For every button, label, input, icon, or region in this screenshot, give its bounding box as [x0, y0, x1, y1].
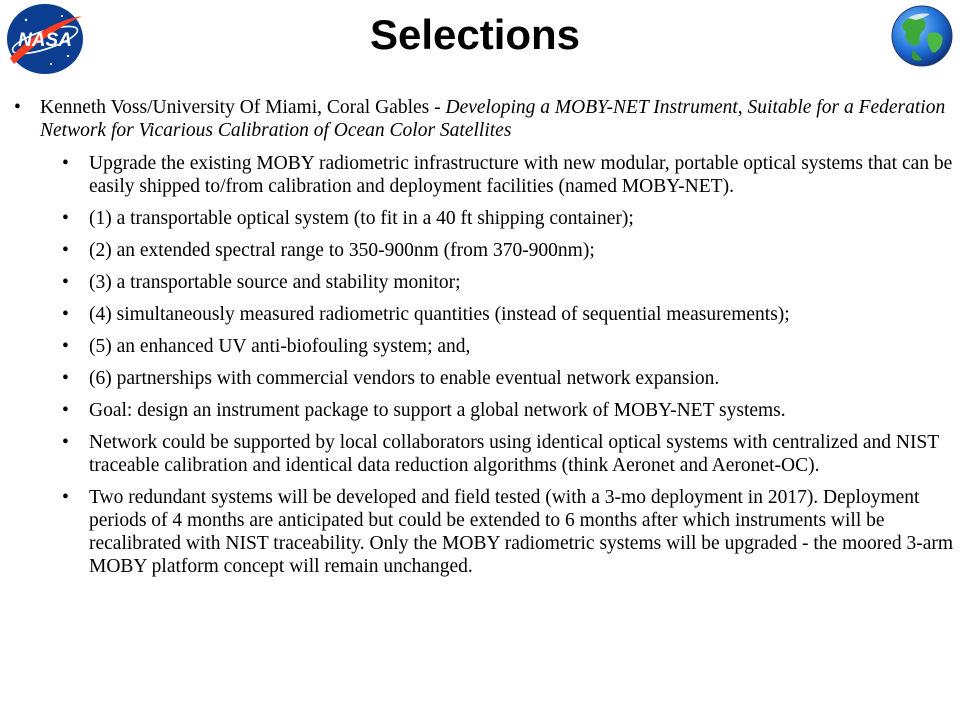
slide-content: [14, 96, 954, 587]
selection-author: Kenneth Voss/University Of Miami, Coral Gables -: [40, 97, 446, 118]
sub-bullet: • (1) a transportable optical system (to fit in a 40 ft shipping container);: [14, 207, 954, 230]
selection-project-title: Developing a MOBY-NET Instrument, Suitable for a Federation Network for Vicarious Calibration of Ocean Color Satellites: [40, 97, 946, 141]
page-title: Selections: [369, 11, 581, 58]
sub-bullet: • Goal: design an instrument package to support a global network of MOBY-NET systems.: [14, 399, 954, 422]
sub-bullet: • Two redundant systems will be developed and field tested (with a 3-mo deployment in 2017). Deployment periods of 4 months are anticipated but could be extended to 6 months after which instruments will be recalibrated with NIST traceability. Only the MOBY radiometric systems will be upgraded - the moored 3-arm MOBY platform concept will remain unchanged.: [14, 486, 954, 578]
sub-bullet: • Network could be supported by local collaborators using identical optical systems with centralized and NIST traceable calibration and identical data reduction algorithms (think Aeronet and Aeronet-OC).: [14, 431, 954, 477]
sub-bullet: • (4) simultaneously measured radiometric quantities (instead of sequential measurements);: [14, 303, 954, 326]
selection-item: [14, 96, 954, 142]
sub-bullet: • (3) a transportable source and stability monitor;: [14, 271, 954, 294]
sub-bullet: • (5) an enhanced UV anti-biofouling system; and,: [14, 335, 954, 358]
sub-bullet: • Upgrade the existing MOBY radiometric infrastructure with new modular, portable optical systems that can be easily shipped to/from calibration and deployment facilities (named MOBY-NET).: [14, 152, 954, 198]
nasa-logo-text: NASA: [18, 30, 72, 51]
sub-bullet: • (2) an extended spectral range to 350-900nm (from 370-900nm);: [14, 239, 954, 262]
earth-globe-icon: [890, 4, 954, 68]
sub-bullet: • (6) partnerships with commercial vendors to enable eventual network expansion.: [14, 367, 954, 390]
